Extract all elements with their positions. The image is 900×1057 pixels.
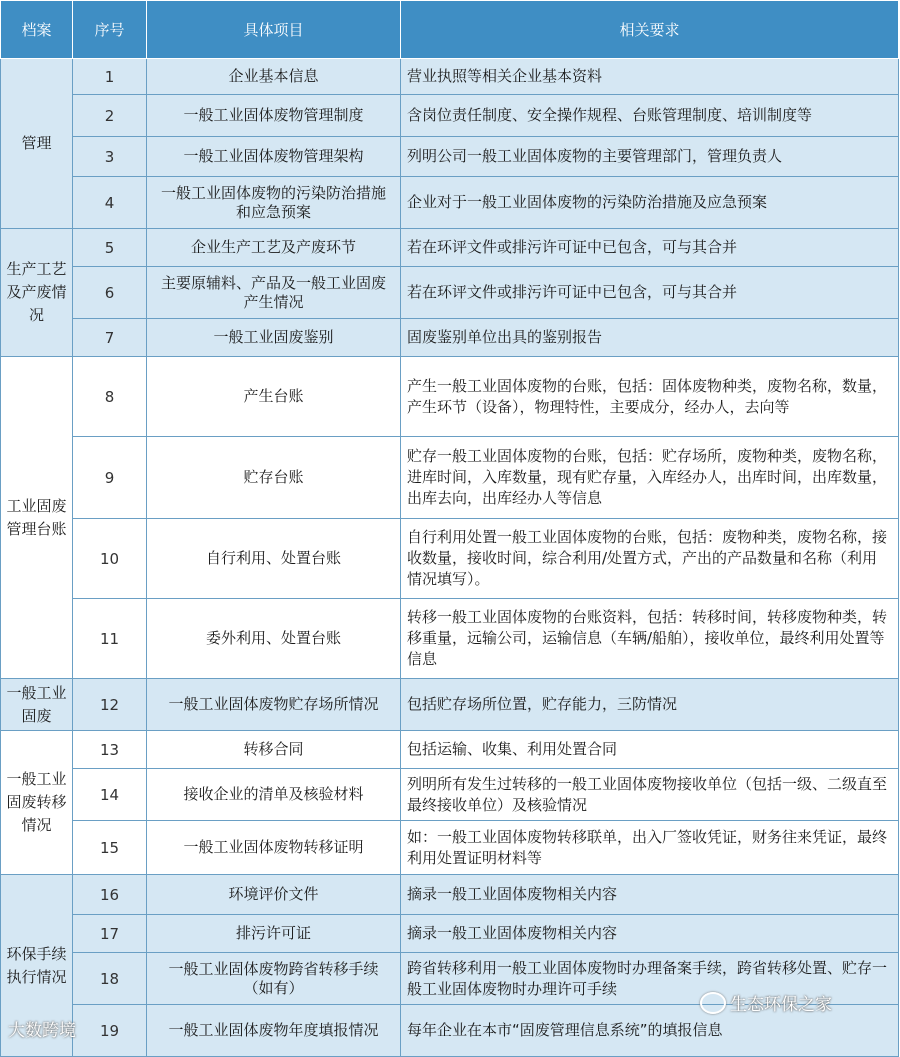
row-number: 4 (73, 177, 147, 229)
row-item: 一般工业固废鉴别 (147, 319, 401, 357)
table-row (1, 59, 899, 95)
row-item: 企业基本信息 (147, 59, 401, 95)
row-requirement: 摘录一般工业固体废物相关内容 (401, 915, 899, 953)
watermark-right-label: 生态环保之家 (730, 995, 832, 1015)
table-row (1, 137, 899, 177)
row-number: 9 (73, 437, 147, 519)
row-item: 委外利用、处置台账 (147, 599, 401, 679)
row-item: 一般工业固体废物管理架构 (147, 137, 401, 177)
header-requirement: 相关要求 (401, 1, 899, 59)
row-requirement: 营业执照等相关企业基本资料 (401, 59, 899, 95)
group-cell: 一般工业固废 (1, 679, 73, 731)
row-requirement: 包括运输、收集、利用处置合同 (401, 731, 899, 769)
group-cell: 环保手续执行情况 (1, 875, 73, 1057)
row-item: 企业生产工艺及产废环节 (147, 229, 401, 267)
row-requirement: 列明所有发生过转移的一般工业固体废物接收单位（包括一级、二级直至最终接收单位）及核验情况 (401, 769, 899, 821)
row-requirement: 固废鉴别单位出具的鉴别报告 (401, 319, 899, 357)
row-requirement: 若在环评文件或排污许可证中已包含，可与其合并 (401, 229, 899, 267)
wechat-icon (700, 992, 726, 1014)
table-row (1, 319, 899, 357)
table-row (1, 875, 899, 915)
row-number: 7 (73, 319, 147, 357)
table-row (1, 519, 899, 599)
row-number: 16 (73, 875, 147, 915)
row-item: 转移合同 (147, 731, 401, 769)
group-cell: 生产工艺及产废情况 (1, 229, 73, 357)
table-row (1, 267, 899, 319)
row-number: 17 (73, 915, 147, 953)
row-number: 18 (73, 953, 147, 1005)
row-item: 一般工业固体废物年度填报情况 (147, 1005, 401, 1057)
row-requirement: 摘录一般工业固体废物相关内容 (401, 875, 899, 915)
row-item: 接收企业的清单及核验材料 (147, 769, 401, 821)
header-item: 具体项目 (147, 1, 401, 59)
row-number: 6 (73, 267, 147, 319)
row-requirement: 企业对于一般工业固体废物的污染防治措施及应急预案 (401, 177, 899, 229)
row-number: 3 (73, 137, 147, 177)
header-row (1, 1, 899, 59)
table-row (1, 437, 899, 519)
row-number: 13 (73, 731, 147, 769)
table-row (1, 769, 899, 821)
row-requirement: 含岗位责任制度、安全操作规程、台账管理制度、培训制度等 (401, 95, 899, 137)
table-row (1, 731, 899, 769)
row-item: 一般工业固体废物管理制度 (147, 95, 401, 137)
row-requirement: 若在环评文件或排污许可证中已包含，可与其合并 (401, 267, 899, 319)
row-number: 1 (73, 59, 147, 95)
row-requirement: 如：一般工业固体废物转移联单，出入厂签收凭证，财务往来凭证，最终利用处置证明材料等 (401, 821, 899, 875)
row-number: 19 (73, 1005, 147, 1057)
row-requirement: 自行利用处置一般工业固体废物的台账，包括：废物种类，废物名称，接收数量，接收时间，综合利用/处置方式，产出的产品数量和名称（利用情况填写）。 (401, 519, 899, 599)
row-number: 11 (73, 599, 147, 679)
group-cell: 管理 (1, 59, 73, 229)
table-row (1, 95, 899, 137)
row-item: 一般工业固体废物跨省转移手续（如有） (147, 953, 401, 1005)
table-row (1, 821, 899, 875)
header-archive: 档案 (1, 1, 73, 59)
row-number: 5 (73, 229, 147, 267)
row-requirement: 产生一般工业固体废物的台账，包括：固体废物种类，废物名称，数量，产生环节（设备），物理特性，主要成分，经办人，去向等 (401, 357, 899, 437)
watermark-left: 大数跨境 (8, 1021, 76, 1041)
table-row (1, 177, 899, 229)
row-item: 贮存台账 (147, 437, 401, 519)
row-item: 一般工业固体废物转移证明 (147, 821, 401, 875)
table-row (1, 915, 899, 953)
row-requirement: 转移一般工业固体废物的台账资料，包括：转移时间，转移废物种类，转移重量，远输公司，运输信息（车辆/船舶），接收单位，最终利用处置等信息 (401, 599, 899, 679)
row-item: 自行利用、处置台账 (147, 519, 401, 599)
row-number: 14 (73, 769, 147, 821)
row-number: 10 (73, 519, 147, 599)
table-row (1, 229, 899, 267)
table-row (1, 599, 899, 679)
row-item: 一般工业固体废物贮存场所情况 (147, 679, 401, 731)
row-number: 12 (73, 679, 147, 731)
row-requirement: 列明公司一般工业固体废物的主要管理部门，管理负责人 (401, 137, 899, 177)
row-number: 15 (73, 821, 147, 875)
row-number: 8 (73, 357, 147, 437)
header-number: 序号 (73, 1, 147, 59)
row-item: 排污许可证 (147, 915, 401, 953)
table-row (1, 679, 899, 731)
row-item: 产生台账 (147, 357, 401, 437)
row-requirement: 每年企业在本市“固废管理信息系统”的填报信息 (401, 1005, 899, 1057)
table-row (1, 357, 899, 437)
row-item: 一般工业固体废物的污染防治措施和应急预案 (147, 177, 401, 229)
row-requirement: 贮存一般工业固体废物的台账，包括：贮存场所，废物种类，废物名称，进库时间，入库数量，现有贮存量，入库经办人，出库时间，出库数量，出库去向，出库经办人等信息 (401, 437, 899, 519)
row-requirement: 包括贮存场所位置，贮存能力，三防情况 (401, 679, 899, 731)
row-item: 环境评价文件 (147, 875, 401, 915)
group-cell: 一般工业固废转移情况 (1, 731, 73, 875)
row-requirement: 跨省转移利用一般工业固体废物时办理备案手续，跨省转移处置、贮存一般工业固体废物时办理许可手续 (401, 953, 899, 1005)
watermark-right (700, 990, 832, 1015)
row-number: 2 (73, 95, 147, 137)
row-item: 主要原辅料、产品及一般工业固废产生情况 (147, 267, 401, 319)
group-cell: 工业固废管理台账 (1, 357, 73, 679)
